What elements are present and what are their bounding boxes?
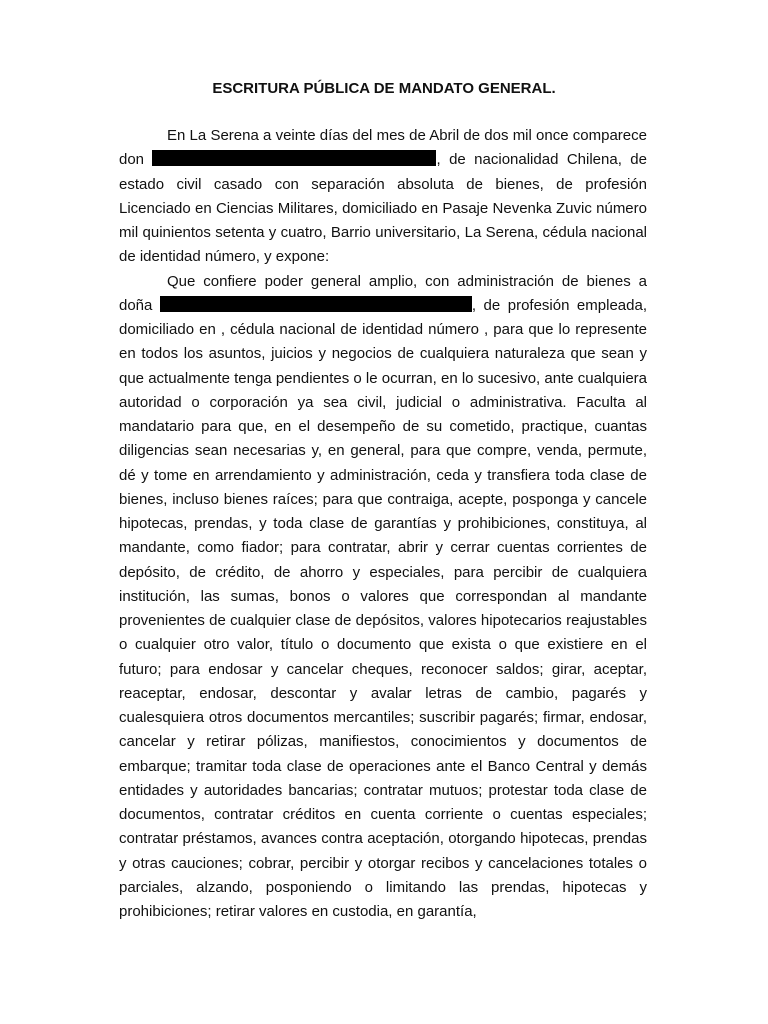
paragraph-1-text-end: , de nacionalidad Chilena, de estado civil casado con separación absoluta de bienes, de profesión Licenciado en Ciencias Militares, domiciliado en Pasaje Nevenka Zuvic número mil quinientos setenta y cuatro, Barrio universitario, La Serena, cédula nacional de identidad número, y expone: xyxy=(119,151,647,266)
paragraph-2-text-start: Que confiere poder general amplio, con administración de bienes a doña xyxy=(119,272,647,314)
document-body xyxy=(119,124,647,924)
paragraph-1-text-start: En La Serena a veinte días del mes de Abril de dos mil once comparece don xyxy=(119,127,647,169)
paragraph-mandato xyxy=(119,270,647,925)
document-title: ESCRITURA PÚBLICA DE MANDATO GENERAL. xyxy=(212,80,556,97)
redacted-name-block xyxy=(160,296,472,312)
paragraph-comparecencia xyxy=(119,124,647,270)
redacted-name-block xyxy=(152,150,436,166)
paragraph-2-text-end: , de profesión empleada, domiciliado en , cédula nacional de identidad número , para que lo represente en todos los asuntos, juicios y negocios de cualquiera naturaleza que sean y que actualmente tenga pendientes o le ocurran, en lo sucesivo, ante cualquiera autoridad o corporación ya sea civil, judicial o administrativa. Faculta al mandatario para que, en el desempeño de su cometido, practique, cuantas diligencias sean necesarias y, en general, para que compre, venda, permute, dé y tome en arrendamiento y administración, ceda y transfiera toda clase de bienes, incluso bienes raíces; para que contraiga, acepte, posponga y cancele hipotecas, prendas, y toda clase de garantías y prohibiciones, constituya, al mandante, como fiador; para contratar, abrir y cerrar cuentas corrientes de depósito, de crédito, de ahorro y especiales, para percibir de cualquiera institución, las sumas, bonos o valores que correspondan al mandante provenientes de cualquier clase de depósitos, valores hipotecarios reajustables o cualquier otro valor, título o documento que exista o que existiere en el futuro; para endosar y cancelar cheques, reconocer saldos; girar, aceptar, reaceptar, endosar, descontar y avalar letras de cambio, pagarés y cualesquiera otros documentos mercantiles; suscribir pagarés; firmar, endosar, cancelar y retirar pólizas, manifiestos, conocimientos y documentos de embarque; tramitar toda clase de operaciones ante el Banco Central y demás entidades y autoridades bancarias; contratar mutuos; protestar toda clase de documentos, contratar créditos en cuenta corriente o cuentas especiales; contratar préstamos, avances contra aceptación, otorgando hipotecas, prendas y otras cauciones; cobrar, percibir y otorgar recibos y cancelaciones totales o parciales, alzando, posponiendo o limitando las prendas, hipotecas y prohibiciones; retirar valores en custodia, en garantía, xyxy=(119,296,647,920)
